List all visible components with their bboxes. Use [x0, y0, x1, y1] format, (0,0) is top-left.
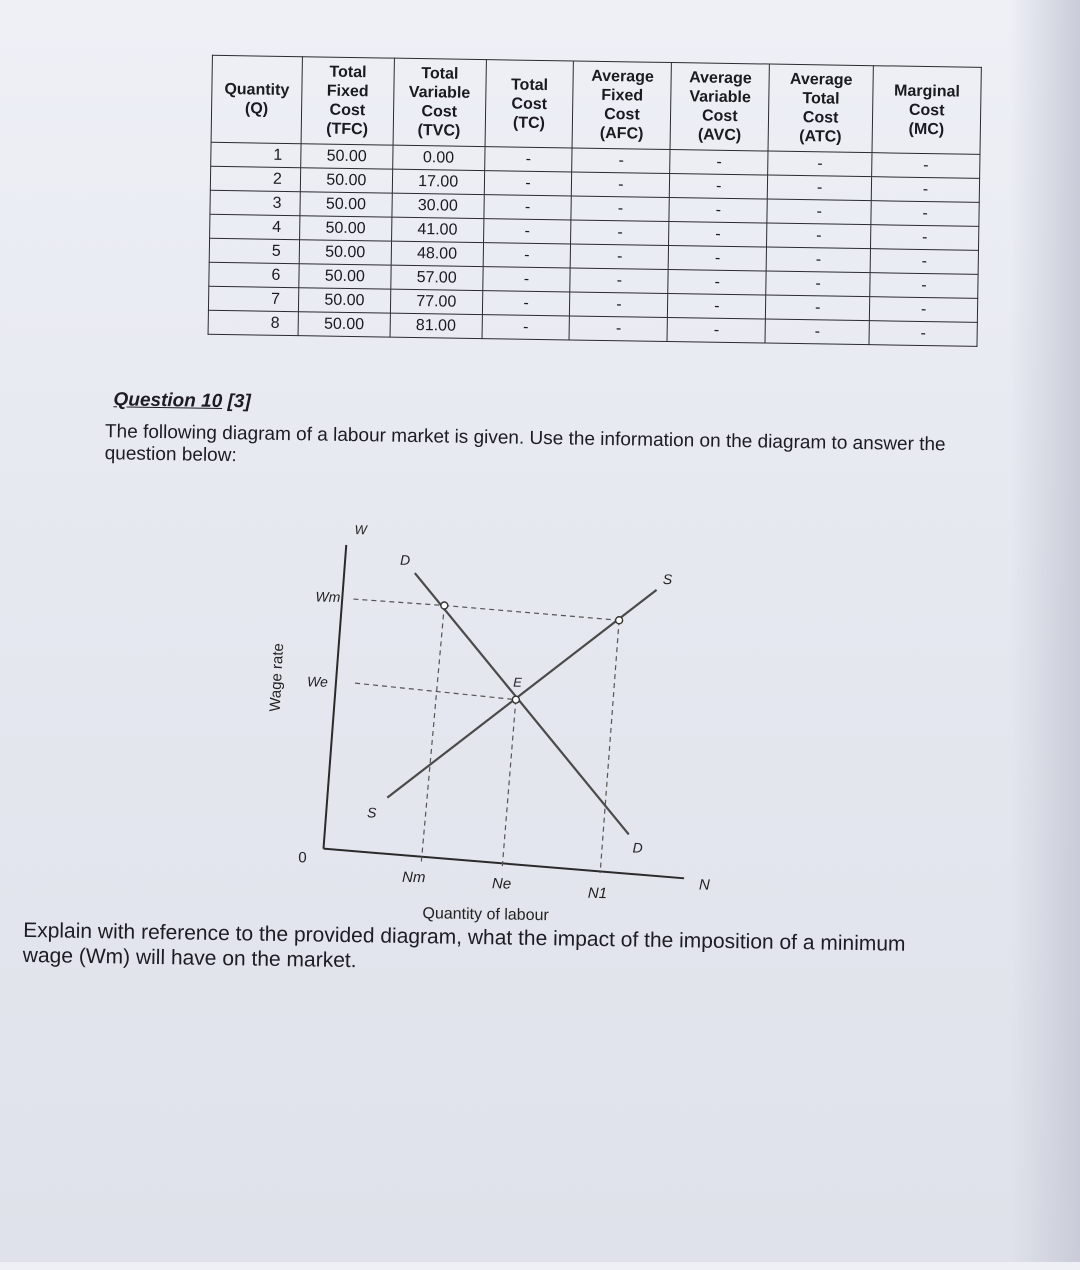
table-cell: 17.00 [392, 169, 484, 194]
table-cell: - [669, 197, 767, 223]
table-cell: - [572, 172, 670, 198]
table-cell: 57.00 [391, 265, 483, 290]
header-line: Variable [408, 83, 471, 102]
table-cell: 50.00 [300, 192, 392, 217]
header-line: Fixed [601, 86, 644, 105]
header-line: Quantity [224, 80, 290, 100]
header-line: Cost [908, 101, 945, 119]
table-cell: - [668, 269, 766, 295]
table-cell: - [570, 292, 668, 318]
table-cell: - [768, 151, 872, 177]
quantity-cell: 1 [211, 142, 301, 167]
header-line: Average [789, 70, 853, 89]
question-intro: The following diagram of a labour market is given. Use the information on the diagram to answer the question below: [104, 421, 946, 467]
table-cell: 50.00 [299, 216, 391, 241]
table-cell: - [669, 221, 767, 247]
table-cell: - [869, 321, 977, 347]
equilibrium-label: E [513, 674, 522, 690]
table-cell: - [572, 148, 670, 174]
table-cell: - [871, 225, 979, 251]
header-line: Total [510, 75, 549, 94]
table-cell: - [766, 271, 870, 297]
header-line: Total [329, 63, 367, 82]
table-cell: - [670, 150, 768, 176]
n1-guide [600, 620, 619, 873]
table-cell: 50.00 [299, 264, 391, 289]
table-cell: - [484, 195, 572, 220]
point-supply-at-wm [616, 617, 623, 624]
wm-guide-to-supply [444, 606, 619, 621]
header-line: Variable [689, 88, 751, 107]
header-line: Average [591, 67, 654, 86]
table-cell: 77.00 [390, 289, 482, 314]
point-demand-at-wm [441, 602, 448, 609]
quantity-cell: 4 [210, 214, 300, 239]
table-cell: - [767, 175, 871, 201]
quantity-cell: 7 [208, 286, 298, 311]
table-cell: 81.00 [390, 313, 482, 338]
table-cell: - [482, 291, 570, 316]
header-line: Marginal [893, 82, 961, 101]
table-cell: - [668, 293, 766, 319]
table-cell: - [667, 317, 765, 343]
header-line: (AFC) [599, 124, 644, 143]
table-cell: - [482, 315, 570, 340]
table-cell: 50.00 [298, 288, 390, 313]
ne-label: Ne [491, 875, 512, 893]
origin-label: 0 [298, 849, 307, 867]
table-cell: - [668, 245, 766, 271]
table-cell: - [484, 171, 572, 196]
table-cell: - [571, 196, 669, 222]
table-cell: - [571, 220, 669, 246]
header-line: Cost [604, 105, 640, 124]
table-cell: - [571, 244, 669, 270]
table-cell: - [872, 153, 980, 179]
header-line: Cost [701, 107, 738, 126]
table-cell: - [670, 174, 768, 200]
header-line: Cost [421, 103, 458, 121]
demand-label-top: D [399, 551, 411, 568]
table-cell: - [767, 199, 871, 225]
header-line: Average [689, 69, 752, 88]
quantity-cell: 8 [208, 310, 298, 335]
table-cell: - [870, 273, 978, 299]
quantity-cell: 3 [210, 190, 300, 215]
nm-guide [421, 605, 444, 862]
header-line: (TVC) [417, 122, 461, 140]
table-cell: - [484, 147, 572, 172]
explain-prompt: Explain with reference to the provided diagram, what the impact of the imposition of a minimum wage (Wm) will have on the market. [22, 918, 906, 973]
table-cell: - [569, 316, 667, 342]
table-cell: 50.00 [301, 144, 393, 169]
table-cell: - [483, 243, 571, 268]
wm-label: Wm [315, 588, 341, 605]
equilibrium-point [512, 696, 519, 703]
quantity-cell: 5 [209, 238, 299, 263]
question-number: Question 10 [113, 389, 223, 412]
header-line: Total [802, 90, 840, 108]
header-line: Cost [329, 101, 366, 120]
n1-label: N1 [587, 884, 608, 903]
table-cell: 50.00 [298, 312, 390, 337]
header-line: (TC) [512, 114, 546, 132]
header-line: Cost [511, 95, 548, 113]
table-cell: 41.00 [391, 217, 483, 242]
quantity-cell: 6 [209, 262, 299, 287]
x-axis-label: Quantity of labour [422, 905, 549, 925]
header-line: Cost [802, 109, 839, 127]
x-axis-symbol: N [698, 876, 710, 894]
table-cell: 0.00 [392, 145, 484, 170]
header-line: Total [421, 65, 459, 83]
we-label: We [306, 673, 328, 690]
header-line: (ATC) [799, 128, 842, 146]
table-cell: - [570, 268, 668, 294]
table-cell: 50.00 [300, 168, 392, 193]
header-line: (TFC) [326, 120, 369, 139]
demand-label-bottom: D [632, 839, 643, 856]
header-line: (AVC) [697, 126, 742, 145]
ne-guide [502, 699, 516, 867]
table-cell: - [869, 297, 977, 323]
table-cell: - [765, 319, 869, 345]
table-cell: 50.00 [299, 240, 391, 265]
table-cell: - [483, 219, 571, 244]
supply-label-bottom: S [366, 804, 377, 821]
table-cell: - [871, 201, 979, 227]
quantity-cell: 2 [210, 166, 300, 191]
question-marks: [3] [227, 391, 251, 413]
we-guide [355, 683, 516, 700]
y-axis-symbol: W [354, 522, 367, 538]
header-line: Fixed [326, 82, 369, 101]
table-cell: - [766, 295, 870, 321]
supply-label-top: S [662, 570, 673, 588]
table-cell: 48.00 [391, 241, 483, 266]
table-cell: - [871, 177, 979, 203]
table-cell: - [766, 247, 870, 273]
nm-label: Nm [401, 868, 426, 887]
header-line: (MC) [908, 120, 945, 138]
table-cell: - [482, 267, 570, 292]
y-axis-label: Wage rate [266, 642, 288, 713]
table-cell: 30.00 [392, 193, 484, 218]
wm-guide-to-demand [353, 599, 444, 605]
header-line: (Q) [244, 100, 269, 118]
demand-curve [411, 573, 633, 834]
table-cell: - [870, 249, 978, 275]
table-cell: - [767, 223, 871, 249]
